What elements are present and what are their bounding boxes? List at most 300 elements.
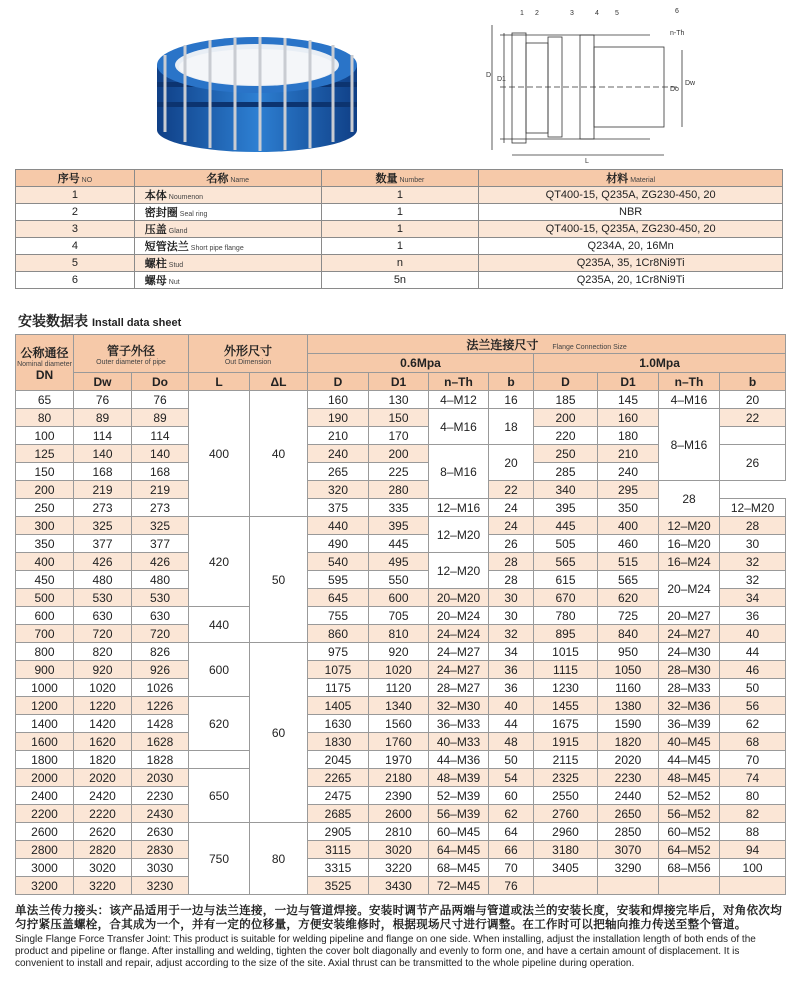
- data-cell: 150: [369, 409, 429, 427]
- merged-cell: 26: [720, 445, 786, 481]
- data-cell: 168: [74, 463, 132, 481]
- data-row: [16, 769, 786, 787]
- data-cell: 2020: [598, 751, 659, 769]
- data-cell: 2850: [598, 823, 659, 841]
- data-cell: [720, 427, 786, 445]
- data-cell: 168: [132, 463, 189, 481]
- data-cell: 3525: [308, 877, 369, 895]
- parts-row: 2 密封圈 Seal ring 1 NBR: [16, 204, 783, 221]
- data-cell: 3020: [369, 841, 429, 859]
- data-cell: 645: [308, 589, 369, 607]
- data-cell: 82: [720, 805, 786, 823]
- data-cell: 170: [369, 427, 429, 445]
- data-cell: 2810: [369, 823, 429, 841]
- data-cell: 500: [16, 589, 74, 607]
- header-row-1: [16, 335, 786, 354]
- data-cell: 1026: [132, 679, 189, 697]
- data-cell: 490: [308, 535, 369, 553]
- data-cell: 62: [720, 715, 786, 733]
- data-cell: 3180: [534, 841, 598, 859]
- data-cell: 3290: [598, 859, 659, 877]
- data-cell: 28: [720, 517, 786, 535]
- drawing-label-do: Do: [670, 86, 679, 93]
- data-cell: 895: [534, 625, 598, 643]
- data-cell: 975: [308, 643, 369, 661]
- data-cell: 200: [369, 445, 429, 463]
- data-cell: 88: [720, 823, 786, 841]
- data-cell: 34: [489, 643, 534, 661]
- data-cell: 450: [16, 571, 74, 589]
- data-cell: 180: [598, 427, 659, 445]
- data-cell: 273: [132, 499, 189, 517]
- data-cell: 1226: [132, 697, 189, 715]
- data-cell: 4–M12: [429, 391, 489, 409]
- data-row: [16, 787, 786, 805]
- data-row: [16, 841, 786, 859]
- header-no: 序号 NO: [16, 170, 135, 187]
- data-cell: 1160: [598, 679, 659, 697]
- merged-cell: 750: [189, 823, 250, 895]
- data-cell: 515: [598, 553, 659, 571]
- data-cell: 480: [132, 571, 189, 589]
- data-cell: 28–M27: [429, 679, 489, 697]
- merged-cell: 650: [189, 769, 250, 823]
- data-cell: 705: [369, 607, 429, 625]
- data-cell: 2830: [132, 841, 189, 859]
- data-cell: 3220: [74, 877, 132, 895]
- data-row: [16, 697, 786, 715]
- data-cell: 375: [308, 499, 369, 517]
- merged-cell: 12–M20: [429, 553, 489, 589]
- data-cell: 600: [16, 607, 74, 625]
- drawing-label-nth: n-Th: [670, 30, 685, 37]
- data-cell: 34: [720, 589, 786, 607]
- header-pipe: 管子外径 Outer diameter of pipe: [74, 335, 189, 373]
- data-cell: 32–M30: [429, 697, 489, 715]
- data-cell: 2000: [16, 769, 74, 787]
- data-cell: 325: [74, 517, 132, 535]
- data-cell: 48: [489, 733, 534, 751]
- data-cell: 445: [369, 535, 429, 553]
- data-row: [16, 391, 786, 409]
- data-cell: 377: [132, 535, 189, 553]
- data-cell: 64–M52: [659, 841, 720, 859]
- parts-table: [15, 169, 783, 289]
- data-cell: 114: [74, 427, 132, 445]
- product-photo: [150, 20, 365, 155]
- data-cell: 50: [489, 751, 534, 769]
- data-cell: 76: [132, 391, 189, 409]
- drawing-label-4: 4: [595, 10, 599, 17]
- data-cell: 495: [369, 553, 429, 571]
- data-cell: 24: [489, 499, 534, 517]
- data-cell: 595: [308, 571, 369, 589]
- data-cell: 350: [16, 535, 74, 553]
- drawing-label-6: 6: [675, 8, 679, 15]
- data-cell: 565: [598, 571, 659, 589]
- data-cell: 1380: [598, 697, 659, 715]
- data-cell: 630: [132, 607, 189, 625]
- data-cell: 52–M39: [429, 787, 489, 805]
- data-cell: 24–M27: [429, 661, 489, 679]
- merged-cell: 620: [189, 697, 250, 751]
- data-cell: 920: [369, 643, 429, 661]
- data-cell: 125: [16, 445, 74, 463]
- data-cell: 46: [720, 661, 786, 679]
- data-row: [16, 517, 786, 535]
- data-cell: 68: [720, 733, 786, 751]
- data-cell: 2440: [598, 787, 659, 805]
- data-row: [16, 733, 786, 751]
- data-row: [16, 535, 786, 553]
- data-cell: 1970: [369, 751, 429, 769]
- data-cell: 3315: [308, 859, 369, 877]
- data-cell: 54: [489, 769, 534, 787]
- data-cell: 2650: [598, 805, 659, 823]
- data-cell: 150: [16, 463, 74, 481]
- data-row: [16, 823, 786, 841]
- data-cell: 480: [74, 571, 132, 589]
- data-cell: 1000: [16, 679, 74, 697]
- data-row: [16, 805, 786, 823]
- merged-cell: 12–M20: [429, 517, 489, 553]
- data-cell: 1120: [369, 679, 429, 697]
- data-row: [16, 751, 786, 769]
- data-cell: 22: [720, 409, 786, 427]
- data-cell: 1405: [308, 697, 369, 715]
- data-cell: 265: [308, 463, 369, 481]
- header-dn: 公称通径 Nominal diameter DN: [16, 335, 74, 391]
- data-cell: 62: [489, 805, 534, 823]
- data-cell: 320: [308, 481, 369, 499]
- data-cell: 826: [132, 643, 189, 661]
- data-cell: 16: [489, 391, 534, 409]
- data-cell: 1428: [132, 715, 189, 733]
- data-cell: 2390: [369, 787, 429, 805]
- data-cell: 460: [598, 535, 659, 553]
- data-cell: 780: [534, 607, 598, 625]
- data-cell: 200: [16, 481, 74, 499]
- data-cell: 1820: [74, 751, 132, 769]
- parts-header-row: [16, 170, 783, 187]
- drawing-label-l: L: [585, 158, 589, 165]
- parts-row: 6 螺母 Nut 5n Q235A, 20, 1Cr8Ni9Ti: [16, 272, 783, 289]
- data-cell: 30: [720, 535, 786, 553]
- drawing-label-d: D: [486, 72, 492, 79]
- data-cell: 1830: [308, 733, 369, 751]
- data-cell: 2630: [132, 823, 189, 841]
- merged-cell: 400: [189, 391, 250, 517]
- data-cell: 395: [369, 517, 429, 535]
- merged-cell: 28: [659, 481, 720, 517]
- data-cell: 60–M52: [659, 823, 720, 841]
- data-cell: 240: [598, 463, 659, 481]
- data-cell: 40: [489, 697, 534, 715]
- data-cell: 44–M45: [659, 751, 720, 769]
- data-cell: 630: [74, 607, 132, 625]
- data-cell: 1590: [598, 715, 659, 733]
- data-row: [16, 679, 786, 697]
- data-cell: 219: [132, 481, 189, 499]
- data-cell: 3405: [534, 859, 598, 877]
- header-out: 外形尺寸 Out Dimension: [189, 335, 308, 373]
- data-cell: 426: [74, 553, 132, 571]
- merged-cell: 80: [250, 823, 308, 895]
- data-cell: 64–M45: [429, 841, 489, 859]
- data-cell: 28–M30: [659, 661, 720, 679]
- data-cell: 335: [369, 499, 429, 517]
- merged-cell: 440: [189, 607, 250, 643]
- data-cell: 68–M56: [659, 859, 720, 877]
- data-row: [16, 571, 786, 589]
- data-cell: 3000: [16, 859, 74, 877]
- data-cell: 1915: [534, 733, 598, 751]
- data-cell: 1230: [534, 679, 598, 697]
- data-cell: 30: [489, 589, 534, 607]
- data-cell: 36: [489, 679, 534, 697]
- data-cell: 2600: [369, 805, 429, 823]
- data-cell: 3115: [308, 841, 369, 859]
- data-cell: 2600: [16, 823, 74, 841]
- data-cell: 2685: [308, 805, 369, 823]
- header-row-3: Dw Do L ΔL D D1 n–Th b D D1 n–Th b: [16, 373, 786, 391]
- data-cell: [534, 877, 598, 895]
- data-cell: 240: [308, 445, 369, 463]
- data-cell: 860: [308, 625, 369, 643]
- data-cell: 426: [132, 553, 189, 571]
- data-cell: 1560: [369, 715, 429, 733]
- data-cell: 80: [16, 409, 74, 427]
- data-cell: 44–M36: [429, 751, 489, 769]
- data-cell: 60: [489, 787, 534, 805]
- data-cell: 720: [132, 625, 189, 643]
- data-cell: 920: [74, 661, 132, 679]
- data-cell: 2220: [74, 805, 132, 823]
- data-cell: 1020: [74, 679, 132, 697]
- data-cell: 1820: [598, 733, 659, 751]
- data-cell: 325: [132, 517, 189, 535]
- data-cell: 2620: [74, 823, 132, 841]
- data-cell: 36–M39: [659, 715, 720, 733]
- data-cell: 28: [489, 553, 534, 571]
- data-cell: 36: [720, 607, 786, 625]
- header-flange: 法兰连接尺寸 Flange Connection Size: [308, 335, 786, 354]
- data-cell: 2180: [369, 769, 429, 787]
- data-cell: 1075: [308, 661, 369, 679]
- data-cell: 505: [534, 535, 598, 553]
- data-cell: 94: [720, 841, 786, 859]
- data-cell: 160: [308, 391, 369, 409]
- data-row: [16, 859, 786, 877]
- data-cell: 2200: [16, 805, 74, 823]
- data-cell: 210: [308, 427, 369, 445]
- data-cell: 2800: [16, 841, 74, 859]
- data-cell: 280: [369, 481, 429, 499]
- data-cell: 24: [489, 517, 534, 535]
- data-cell: 89: [132, 409, 189, 427]
- data-cell: 50: [720, 679, 786, 697]
- data-cell: 400: [16, 553, 74, 571]
- data-cell: 700: [16, 625, 74, 643]
- data-cell: 145: [598, 391, 659, 409]
- data-cell: 600: [369, 589, 429, 607]
- data-cell: 60–M45: [429, 823, 489, 841]
- data-cell: 530: [132, 589, 189, 607]
- data-cell: 1630: [308, 715, 369, 733]
- data-cell: 100: [16, 427, 74, 445]
- data-cell: 16–M24: [659, 553, 720, 571]
- data-cell: 76: [74, 391, 132, 409]
- data-cell: 24–M27: [659, 625, 720, 643]
- merged-cell: 8–M16: [659, 409, 720, 481]
- data-cell: 250: [16, 499, 74, 517]
- data-cell: 725: [598, 607, 659, 625]
- drawing-label-5: 5: [615, 10, 619, 17]
- data-cell: 44: [720, 643, 786, 661]
- data-cell: 2325: [534, 769, 598, 787]
- data-cell: 56: [720, 697, 786, 715]
- data-cell: [720, 877, 786, 895]
- data-cell: 2020: [74, 769, 132, 787]
- data-cell: 1620: [74, 733, 132, 751]
- parts-row: 5 螺柱 Stud n Q235A, 35, 1Cr8Ni9Ti: [16, 255, 783, 272]
- data-cell: 1220: [74, 697, 132, 715]
- merged-cell: 20–M24: [659, 571, 720, 607]
- data-cell: 565: [534, 553, 598, 571]
- data-cell: 219: [74, 481, 132, 499]
- data-cell: 48–M39: [429, 769, 489, 787]
- data-cell: 74: [720, 769, 786, 787]
- data-cell: 3030: [132, 859, 189, 877]
- data-cell: 950: [598, 643, 659, 661]
- data-cell: 670: [534, 589, 598, 607]
- data-cell: 295: [598, 481, 659, 499]
- data-cell: 2430: [132, 805, 189, 823]
- data-cell: 926: [132, 661, 189, 679]
- data-cell: 24–M24: [429, 625, 489, 643]
- data-cell: 440: [308, 517, 369, 535]
- data-cell: 72–M45: [429, 877, 489, 895]
- data-cell: 3430: [369, 877, 429, 895]
- data-cell: 32: [489, 625, 534, 643]
- data-cell: 28: [489, 571, 534, 589]
- header-name: 名称 Name: [134, 170, 321, 187]
- data-cell: 810: [369, 625, 429, 643]
- data-cell: 1420: [74, 715, 132, 733]
- data-cell: 2230: [598, 769, 659, 787]
- data-cell: 36–M33: [429, 715, 489, 733]
- data-cell: 2760: [534, 805, 598, 823]
- data-cell: 32–M36: [659, 697, 720, 715]
- data-cell: 1600: [16, 733, 74, 751]
- data-cell: 200: [534, 409, 598, 427]
- data-cell: 1828: [132, 751, 189, 769]
- data-cell: 1400: [16, 715, 74, 733]
- data-cell: 350: [598, 499, 659, 517]
- data-cell: 2475: [308, 787, 369, 805]
- data-row: [16, 877, 786, 895]
- data-cell: 2550: [534, 787, 598, 805]
- data-cell: 220: [534, 427, 598, 445]
- data-cell: 1340: [369, 697, 429, 715]
- data-cell: 395: [534, 499, 598, 517]
- data-cell: 3220: [369, 859, 429, 877]
- data-cell: 48–M45: [659, 769, 720, 787]
- data-cell: 80: [720, 787, 786, 805]
- data-cell: 2045: [308, 751, 369, 769]
- data-cell: 12–M20: [720, 499, 786, 517]
- sheet-title: 安装数据表 Install data sheet: [18, 313, 182, 329]
- data-cell: 2420: [74, 787, 132, 805]
- data-row: [16, 643, 786, 661]
- data-cell: 1628: [132, 733, 189, 751]
- merged-cell: 40: [250, 391, 308, 517]
- data-cell: 755: [308, 607, 369, 625]
- data-cell: [598, 877, 659, 895]
- data-row: [16, 409, 786, 427]
- data-cell: 800: [16, 643, 74, 661]
- data-cell: 22: [489, 481, 534, 499]
- data-cell: 26: [489, 535, 534, 553]
- drawing-label-3: 3: [570, 10, 574, 17]
- data-cell: 1020: [369, 661, 429, 679]
- technical-drawing: [480, 5, 790, 165]
- data-cell: 20: [720, 391, 786, 409]
- data-row: [16, 661, 786, 679]
- data-cell: 114: [132, 427, 189, 445]
- parts-row: 4 短管法兰 Short pipe flange 1 Q234A, 20, 16Mn: [16, 238, 783, 255]
- parts-row: 3 压盖 Gland 1 QT400-15, Q235A, ZG230-450, 20: [16, 221, 783, 238]
- data-cell: 185: [534, 391, 598, 409]
- drawing-label-dw: Dw: [685, 80, 696, 87]
- parts-row: 1 本体 Noumenon 1 QT400-15, Q235A, ZG230-450, 20: [16, 187, 783, 204]
- data-cell: 64: [489, 823, 534, 841]
- data-cell: 1115: [534, 661, 598, 679]
- data-cell: 1455: [534, 697, 598, 715]
- data-cell: 400: [598, 517, 659, 535]
- data-cell: 12–M20: [659, 517, 720, 535]
- data-cell: 2820: [74, 841, 132, 859]
- data-cell: 56–M39: [429, 805, 489, 823]
- data-cell: 76: [489, 877, 534, 895]
- data-cell: 2115: [534, 751, 598, 769]
- drawing-label-2: 2: [535, 10, 539, 17]
- data-cell: 2905: [308, 823, 369, 841]
- data-cell: 273: [74, 499, 132, 517]
- data-cell: 540: [308, 553, 369, 571]
- merged-cell: [189, 751, 250, 769]
- data-cell: 1800: [16, 751, 74, 769]
- data-cell: [659, 877, 720, 895]
- data-cell: 70: [489, 859, 534, 877]
- data-cell: 36: [489, 661, 534, 679]
- data-cell: 550: [369, 571, 429, 589]
- data-cell: 285: [534, 463, 598, 481]
- data-cell: 160: [598, 409, 659, 427]
- data-cell: 1175: [308, 679, 369, 697]
- data-cell: 40: [720, 625, 786, 643]
- merged-cell: 4–M16: [429, 409, 489, 445]
- data-cell: 190: [308, 409, 369, 427]
- data-cell: 52–M52: [659, 787, 720, 805]
- data-cell: 250: [534, 445, 598, 463]
- data-row: [16, 715, 786, 733]
- data-cell: 300: [16, 517, 74, 535]
- data-cell: 3020: [74, 859, 132, 877]
- drawing-label-1: 1: [520, 10, 524, 17]
- data-cell: 1200: [16, 697, 74, 715]
- data-row: [16, 607, 786, 625]
